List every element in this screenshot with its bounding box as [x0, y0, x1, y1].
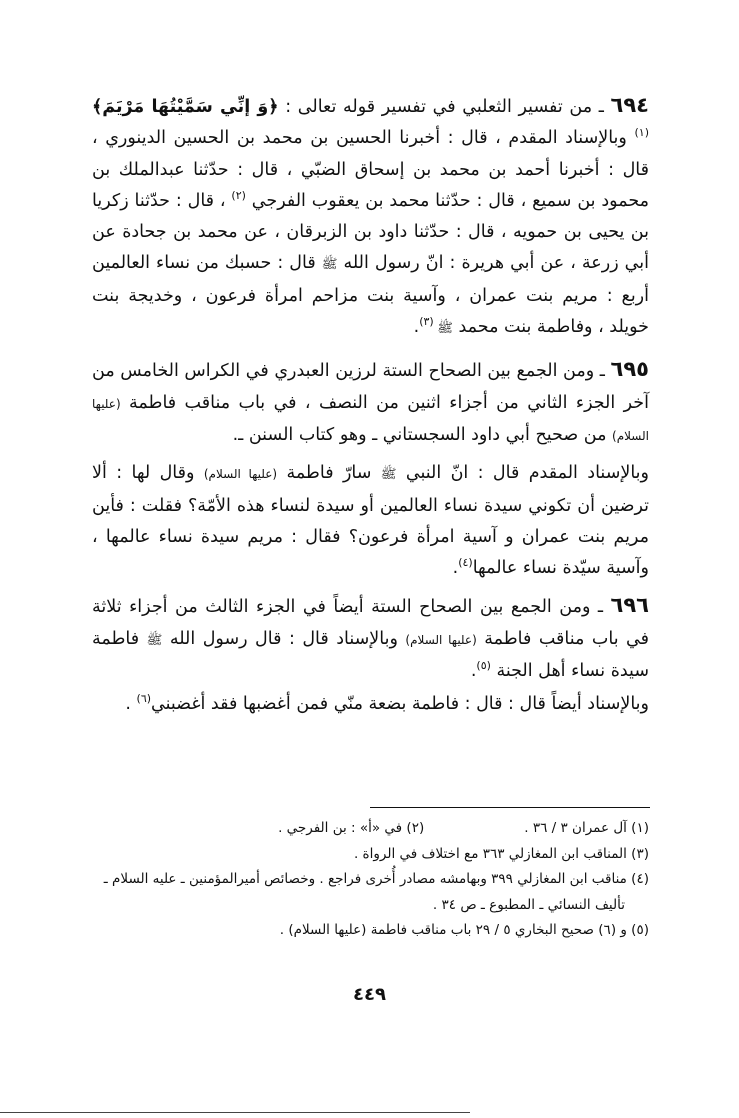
- entry-end: .: [413, 317, 420, 338]
- hadith-isnad-696: [92, 689, 649, 720]
- footnote-row: [78, 816, 649, 842]
- footnote-ref: (٤): [458, 556, 473, 570]
- entry-text: سارّ فاطمة: [277, 463, 381, 484]
- footnote-ref: (٥): [476, 659, 491, 673]
- footnote-2: (٢) في «أ» : بن الفرجي .: [278, 820, 425, 836]
- main-text: [92, 90, 649, 721]
- salawat-symbol: ﷺ: [146, 632, 163, 648]
- salawat-symbol: ﷺ: [437, 321, 453, 337]
- salawat-symbol: ﷺ: [380, 467, 397, 483]
- footnote-ref: (٢): [231, 189, 246, 203]
- footnotes: [78, 816, 649, 944]
- entry-end: .: [452, 558, 459, 579]
- footnote-4: (٤) مناقب ابن المغازلي ٣٩٩ وبهامشه مصادر أُخرى فراجع . وخصائص أميرالمؤمنين ـ عليه السلام ـ: [103, 871, 649, 887]
- entry-intro: ـ من تفسير الثعلبي في تفسير قوله تعالى :: [278, 97, 611, 117]
- entry-text: ـ ومن الجمع بين الصحاح الستة لرزين العبدري في الكراس الخامس من آخر الجزء الثاني من أجزاء اثنين من النصف ، في باب مناقب فاطمة: [92, 361, 649, 413]
- entry-text: وبالإسناد المقدم قال : انّ النبي: [396, 463, 649, 484]
- entry-text: ـ ومن الجمع بين الصحاح الستة أيضاً في الجزء الثالث من أجزاء ثلاثة في باب مناقب فاطمة: [92, 597, 650, 649]
- footnote-ref: (١): [634, 126, 649, 140]
- hadith-entry-695: [92, 354, 649, 452]
- honorific: (عليها السلام): [203, 467, 278, 482]
- entry-text: وبالإسناد المقدم ، قال : أخبرنا الحسين بن محمد بن الحسين الدينوري ، قال : أخبرنا أحمد بن محمد بن إسحاق الضبّي ، قال : حدّثنا عبدالملك بن محمود بن سميع ، قال : حدّثنا محمد بن يعقوب الفرجي: [92, 128, 649, 211]
- hadith-isnad-695: [92, 458, 649, 584]
- footnote-ref: (٦): [136, 692, 152, 706]
- page-number: ٤٤٩: [353, 984, 386, 1005]
- salawat-symbol: ﷺ: [321, 257, 338, 273]
- footnote-ref: (٣): [419, 315, 438, 329]
- honorific: (عليها السلام): [92, 396, 649, 443]
- honorific: (عليها السلام): [405, 632, 477, 647]
- hadith-entry-694: [92, 90, 649, 344]
- entry-number: ٦٩٥: [610, 357, 649, 382]
- entry-text: من صحيح أبي داود السجستاني ـ وهو كتاب السنن ـ.: [232, 424, 613, 445]
- entry-text: وبالإسناد أيضاً قال : قال : فاطمة بضعة منّي فمن أغضبها فقد أغضبني: [151, 694, 649, 715]
- entry-text: قال : حسبك من نساء العالمين أربع : مريم بنت عمران ، وآسية بنت مزاحم امرأة فرعون ، وخديجة بنت خويلد ، وفاطمة بنت محمد: [92, 253, 649, 338]
- footnote-4-continued: تأليف النسائي ـ المطبوع ـ ص ٣٤ .: [432, 896, 625, 913]
- entry-end: .: [125, 694, 137, 715]
- entry-text: وبالإسناد قال : قال رسول الله: [162, 628, 406, 649]
- entry-number: ٦٩٦: [610, 593, 649, 618]
- entry-text: وقال لها : ألا ترضين أن تكوني سيدة نساء العالمين أو سيدة لنساء هذه الأمّة؟ فقلت : فأين مريم بنت عمران و آسية امرأة فرعون؟ فقال : مريم سيدة نساء عالمها ، وآسية سيّدة نساء عالمها: [92, 463, 649, 579]
- footnote-divider: [370, 807, 650, 808]
- footnote-5-6: (٥) و (٦) صحيح البخاري ٥ / ٢٩ باب مناقب فاطمة (عليها السلام) .: [279, 922, 649, 938]
- hadith-entry-696: [92, 590, 649, 687]
- quran-verse: ﴿وَ إنِّي سَمَّيْتُهَا مَرْيَمَ﴾: [92, 97, 279, 117]
- bottom-edge-line: [0, 1112, 470, 1113]
- entry-text: فاطمة سيدة نساء أهل الجنة: [92, 628, 649, 682]
- footnote-1: (١) آل عمران ٣ / ٣٦ .: [524, 820, 649, 836]
- entry-text: ، قال : حدّثنا زكريا بن يحيى بن حمويه ، قال : حدّثنا داود بن الزبرقان ، عن محمد بن جحادة عن أبي زرعة ، عن أبي هريرة : انّ رسول الله: [92, 190, 649, 274]
- entry-end: .: [470, 661, 477, 682]
- footnote-3: (٣) المناقب ابن المغازلي ٣٦٣ مع اختلاف في الرواة .: [353, 845, 649, 862]
- entry-number: ٦٩٤: [610, 93, 649, 117]
